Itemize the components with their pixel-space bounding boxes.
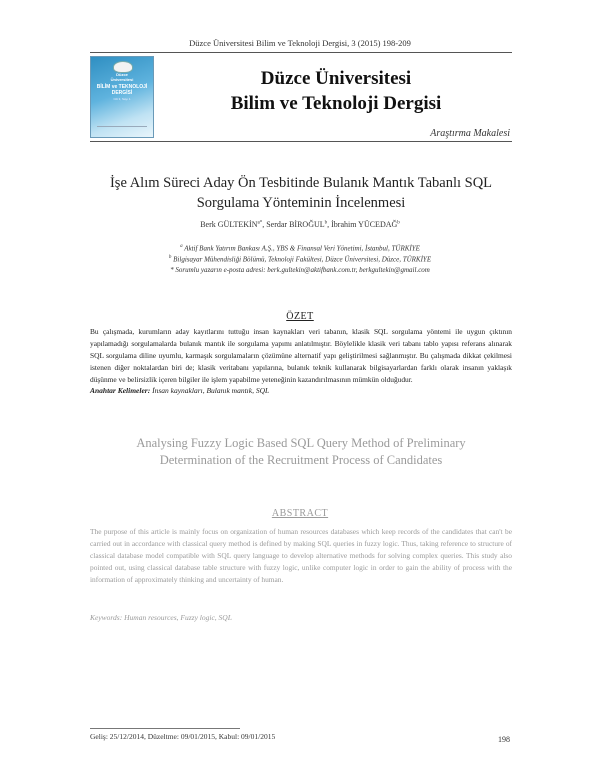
abstract-heading: ABSTRACT [271, 508, 329, 519]
affiliation-text: * Sorumlu yazarın e-posta adresi: berk.gultekin@aktifbank.com.tr, berkgultekin@gmail.com [170, 266, 430, 274]
page-number: 198 [498, 735, 510, 744]
header-rule-bottom [90, 141, 512, 142]
keywords-en-label: Keywords: [90, 613, 123, 622]
journal-title-line-2: Bilim ve Teknoloji Dergisi [230, 93, 442, 114]
cover-line-1: Düzce [116, 72, 128, 77]
article-type: Araştırma Makalesi [430, 128, 510, 139]
author-name: Serdar BİROĞUL [266, 220, 325, 229]
affiliation-sup: a [180, 244, 183, 249]
author-sup: b [324, 220, 328, 226]
cover-line-3: BİLİM ve TEKNOLOJİ [96, 84, 148, 90]
keywords-tr-label: Anahtar Kelimeler: [90, 386, 151, 395]
keywords-tr [90, 386, 269, 395]
keywords-tr-values: İnsan kaynakları, Bulanık mantık, SQL [152, 386, 270, 395]
ozet-heading: ÖZET [286, 311, 314, 322]
paper-title-en-line-2: Determination of the Recruitment Process of Candidates [159, 453, 443, 467]
cover-university [91, 73, 153, 82]
author-name: İbrahim YÜCEDAĞ [331, 220, 398, 229]
affiliation-text: Aktif Bank Yatırım Bankası A.Ş., YBS & Finansal Veri Yönetimi, İstanbul, TÜRKİYE [184, 244, 420, 253]
running-head: Düzce Üniversitesi Bilim ve Teknoloji Dergisi, 3 (2015) 198-209 [189, 38, 411, 48]
footer-rule [90, 728, 240, 729]
cover-journal [91, 84, 153, 96]
cover-line-2: Üniversitesi [110, 76, 134, 82]
affiliation-b [0, 255, 600, 263]
cover-line-5: Cilt 3, Sayı 1 [113, 97, 131, 101]
paper-title-tr-line-2: Sorgulama Yönteminin İncelenmesi [196, 195, 406, 211]
cover-line-4: DERGİSİ [111, 90, 133, 96]
keywords-en [90, 613, 232, 622]
author-list: Berk $GÜLTEKİN^{a*}$, Serdar BİROĞUL$^b$, İbrahim YÜCEDAĞ$^b$ [200, 220, 400, 229]
affiliation-text: Bilgisayar Mühendisliği Bölümü, Teknoloji Fakültesi, Düzce Üniversitesi, Düzce, TÜRKİYE [173, 255, 432, 264]
journal-title-line-1: Düzce Üniversitesi [260, 68, 412, 89]
cover-bottom-strip [97, 126, 147, 132]
author-sup: b [397, 220, 400, 226]
keywords-en-values: Human resources, Fuzzy logic, SQL [124, 613, 232, 622]
author-sup: a* [257, 220, 263, 226]
header-rule-top [90, 52, 512, 53]
author-name: Berk GÜLTEKİN [200, 220, 258, 229]
paper-title-tr-line-1: İşe Alım Süreci Aday Ön Tesbitinde Bulanık Mantık Tabanlı SQL [109, 175, 493, 191]
affiliation-sup: b [168, 255, 172, 260]
abstract-text: The purpose of this article is mainly focus on organization of human resources databases which keep records of the candidates that can't be carried out in accordance with classical query method is defined by making SQL queries in fuzzy logic. Thus, taking reference to structure of classical database model compatible with SQL query language to develop alternative methods for solving complex queries. This study also pointed out, using classical database table structure with fuzzy logic, unlike computer logic in order to gain the ability of process with the information of approximately thinking and uncertainty of human. [90, 527, 512, 585]
submission-dates: Geliş: 25/12/2014, Düzeltme: 09/01/2015, Kabul: 09/01/2015 [90, 732, 276, 741]
paper-title-en-line-1: Analysing Fuzzy Logic Based SQL Query Method of Preliminary [136, 436, 466, 450]
journal-title [160, 66, 512, 116]
paper-title-en [90, 435, 512, 469]
journal-cover-thumbnail [90, 56, 154, 138]
ozet-text: Bu çalışmada, kurumların aday kayıtlarını tuttuğu insan kaynakları veri tabanın, klasik SQL sorgulama yöntemi ile uygun çıktının yapılamadığı sorgulamalarda bulanık mantık ile sorgulama yapımı anlatılmıştır. Böylelikle klasik veri tabanı tablo yapısı referans alınarak SQL sorgulama diline uyumlu, karmaşık sorgulamaların çözümüne alternatif yapı geliştirilmesi sağlanmıştır. Bu çalışmada dikkat çekilmesi istenen diğer noktalardan biri de; klasik veritabanı yapılarına, bulanık teknik kullanarak bilgisayarlardan farklı olarak insanın yaklaşık düşünme ve belirsizlik içeren bilgiler ile işlem yapabilme yeteneğinin kazandırılmasının mümkün olduğudur. [90, 327, 512, 385]
paper-title-tr [90, 173, 512, 213]
affiliation-a [0, 244, 600, 252]
corresponding-author [0, 266, 600, 274]
